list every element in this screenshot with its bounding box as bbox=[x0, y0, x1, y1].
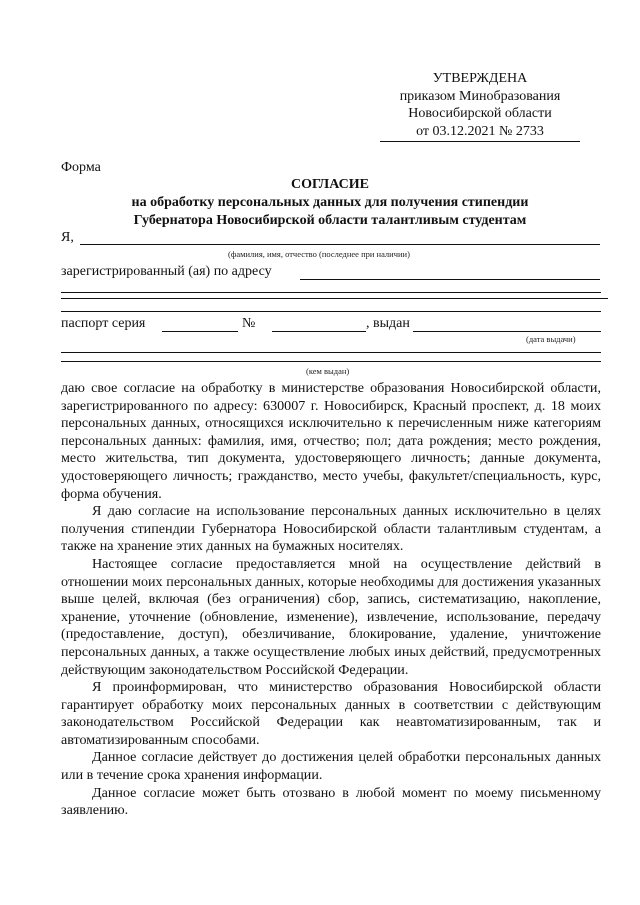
issuer-field-line-2[interactable] bbox=[61, 361, 601, 362]
approval-stamp bbox=[360, 70, 600, 142]
passport-number-label: № bbox=[242, 316, 256, 331]
issuer-hint: (кем выдан) bbox=[306, 366, 350, 376]
fio-hint: (фамилия, имя, отчество (последнее при наличии) bbox=[228, 249, 410, 259]
approval-region: Новосибирской области bbox=[408, 106, 552, 121]
passport-number-field[interactable] bbox=[272, 331, 366, 332]
document-subtitle-line1: на обработку персональных данных для получения стипендии bbox=[131, 195, 529, 210]
issue-date-hint: (дата выдачи) bbox=[526, 334, 576, 344]
approval-date: от 03.12.2021 № 2733 bbox=[380, 123, 580, 143]
consent-paragraph-1: даю свое согласие на обработку в министерстве образования Новосибирской области, зарегистрированного по адресу: 630007 г. Новосибирск, Красный проспект, д. 18 моих персональных данных, относящихся исключительно к перечисленным ниже категориям персональных данных: фамилия, имя, отчество; пол; дата рождения; место рождения, место жительства, тип документа, удостоверяющего личность; данные документа, удостоверяющего личность; гражданство, место учебы, факультет/специальность, курс, форма обучения. bbox=[61, 380, 601, 502]
document-subtitle-line2: Губернатора Новосибирской области талантливым студентам bbox=[133, 213, 527, 228]
consent-paragraph-3: Настоящее согласие предоставляется мной на осуществление действий в отношении моих персональных данных, которые необходимы для достижения указанных выше целей, включая (без ограничения) сбор, запись, систематизацию, накопление, хранение, уточнение (обновление, изменение), извлечение, использование, передачу (предоставление, доступ), обезличивание, блокирование, удаление, уничтожение персональных данных, а также осуществление любых иных действий, предусмотренных действующим законодательством Российской Федерации. bbox=[61, 555, 601, 678]
consent-paragraph-6: Данное согласие может быть отозвано в любой момент по моему письменному заявлению. bbox=[61, 784, 601, 819]
consent-body bbox=[61, 380, 601, 820]
i-label: Я, bbox=[61, 230, 74, 245]
address-field-line-4[interactable] bbox=[61, 311, 601, 312]
document-title: СОГЛАСИЕ bbox=[291, 177, 369, 192]
issue-date-field[interactable] bbox=[413, 331, 601, 332]
approval-heading: УТВЕРЖДЕНА bbox=[432, 71, 528, 86]
consent-paragraph-4: Я проинформирован, что министерство образования Новосибирской области гарантирует обработку моих персональных данных в соответствии с действующим законодательством Российской Федерации как неавтоматизированным, так и автоматизированным способами. bbox=[61, 679, 601, 748]
issued-label: , выдан bbox=[366, 316, 410, 331]
consent-paragraph-5: Данное согласие действует до достижения целей обработки персональных данных или в течение срока хранения информации. bbox=[61, 749, 601, 784]
passport-series-label: паспорт серия bbox=[61, 316, 146, 331]
form-label: Форма bbox=[61, 160, 101, 175]
approval-order: приказом Минобразования bbox=[399, 88, 561, 104]
issuer-field-line-1[interactable] bbox=[61, 352, 601, 353]
passport-series-field[interactable] bbox=[162, 331, 238, 332]
consent-paragraph-2: Я даю согласие на использование персональных данных исключительно в целях получения стипендии Губернатора Новосибирской области талантливым студентам, а также на хранение этих данных на бумажных носителях. bbox=[61, 503, 601, 555]
fio-field-line[interactable] bbox=[80, 244, 600, 245]
address-label: зарегистрированный (ая) по адресу bbox=[61, 264, 272, 279]
address-field-line-1[interactable] bbox=[300, 279, 600, 280]
address-field-line-2[interactable] bbox=[61, 292, 601, 293]
address-field-line-3[interactable] bbox=[61, 298, 608, 299]
